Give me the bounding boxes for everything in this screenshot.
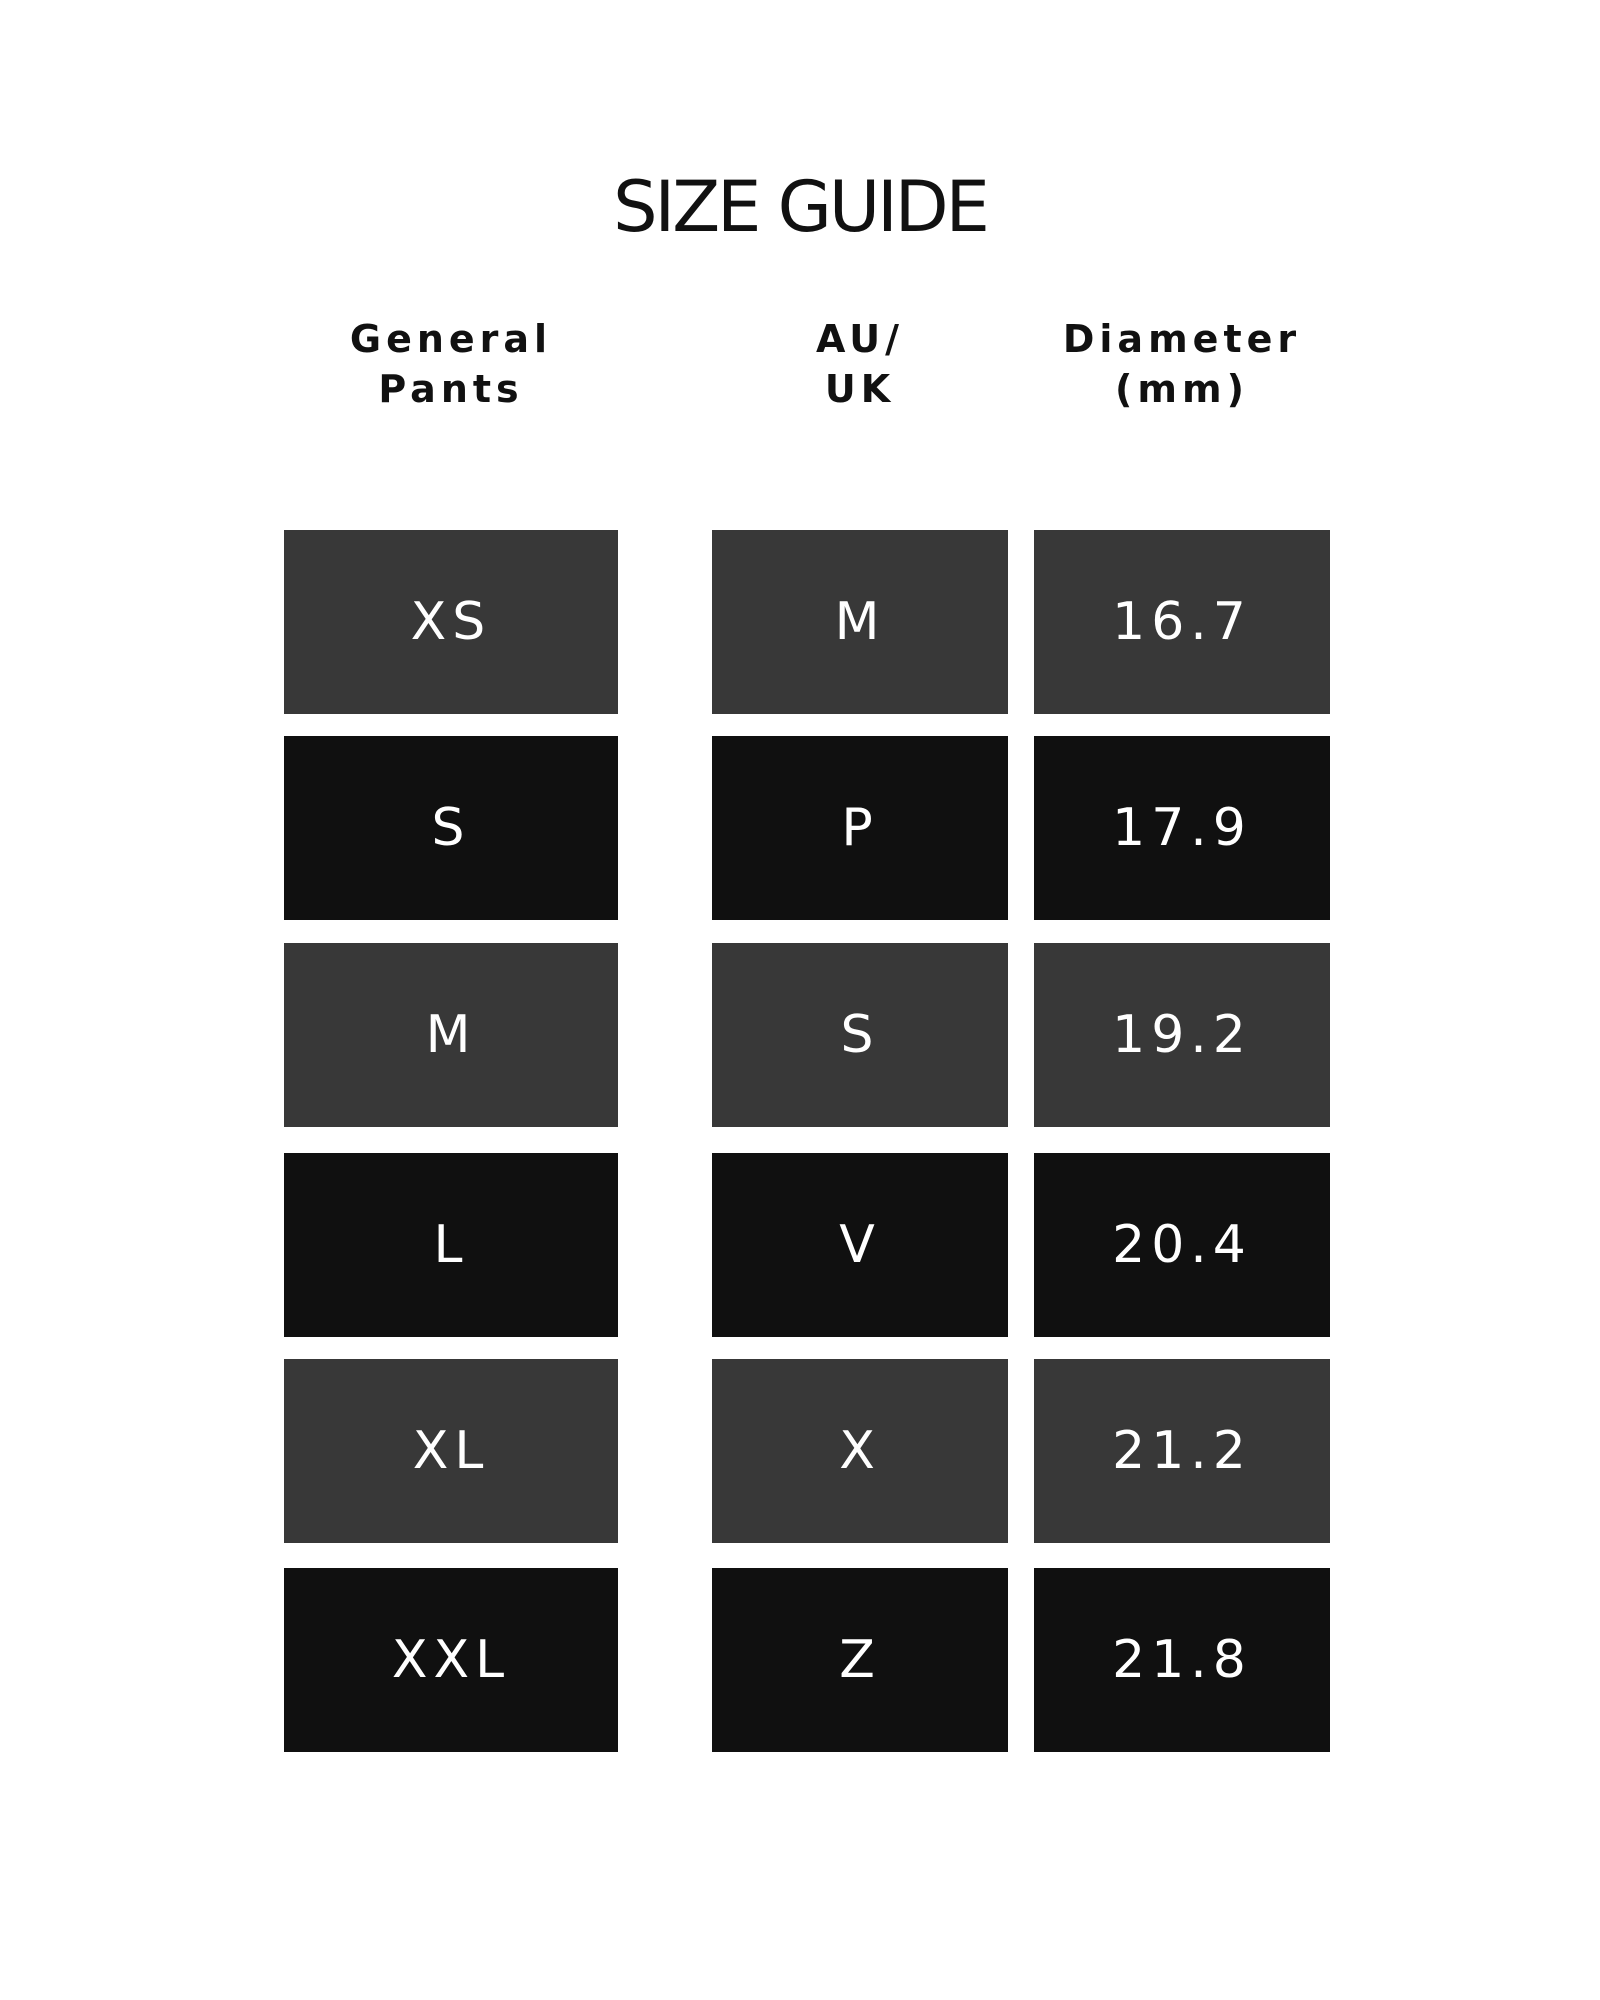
cell-diameter: 20.4: [1034, 1153, 1330, 1337]
cell-au-uk-size: S: [712, 943, 1008, 1127]
column-header-au-uk: [712, 314, 1008, 414]
cell-diameter: 21.2: [1034, 1359, 1330, 1543]
cell-diameter: 17.9: [1034, 736, 1330, 920]
page-title: SIZE GUIDE: [613, 166, 987, 248]
cell-general-size: M: [284, 943, 618, 1127]
cell-diameter: 21.8: [1034, 1568, 1330, 1752]
cell-diameter: 16.7: [1034, 530, 1330, 714]
column-header-line: AU/: [816, 317, 904, 361]
column-header-general-pants: [284, 314, 618, 414]
column-header-diameter: [1034, 314, 1330, 414]
column-header-line: (mm): [1115, 367, 1249, 411]
cell-au-uk-size: V: [712, 1153, 1008, 1337]
column-header-line: Diameter: [1062, 317, 1302, 361]
cell-au-uk-size: M: [712, 530, 1008, 714]
cell-general-size: XL: [284, 1359, 618, 1543]
cell-general-size: XS: [284, 530, 618, 714]
cell-general-size: L: [284, 1153, 618, 1337]
column-header-line: UK: [824, 367, 896, 411]
cell-general-size: XXL: [284, 1568, 618, 1752]
cell-general-size: S: [284, 736, 618, 920]
column-header-line: Pants: [378, 367, 524, 411]
cell-diameter: 19.2: [1034, 943, 1330, 1127]
cell-au-uk-size: X: [712, 1359, 1008, 1543]
column-header-line: General: [349, 317, 553, 361]
cell-au-uk-size: P: [712, 736, 1008, 920]
cell-au-uk-size: Z: [712, 1568, 1008, 1752]
